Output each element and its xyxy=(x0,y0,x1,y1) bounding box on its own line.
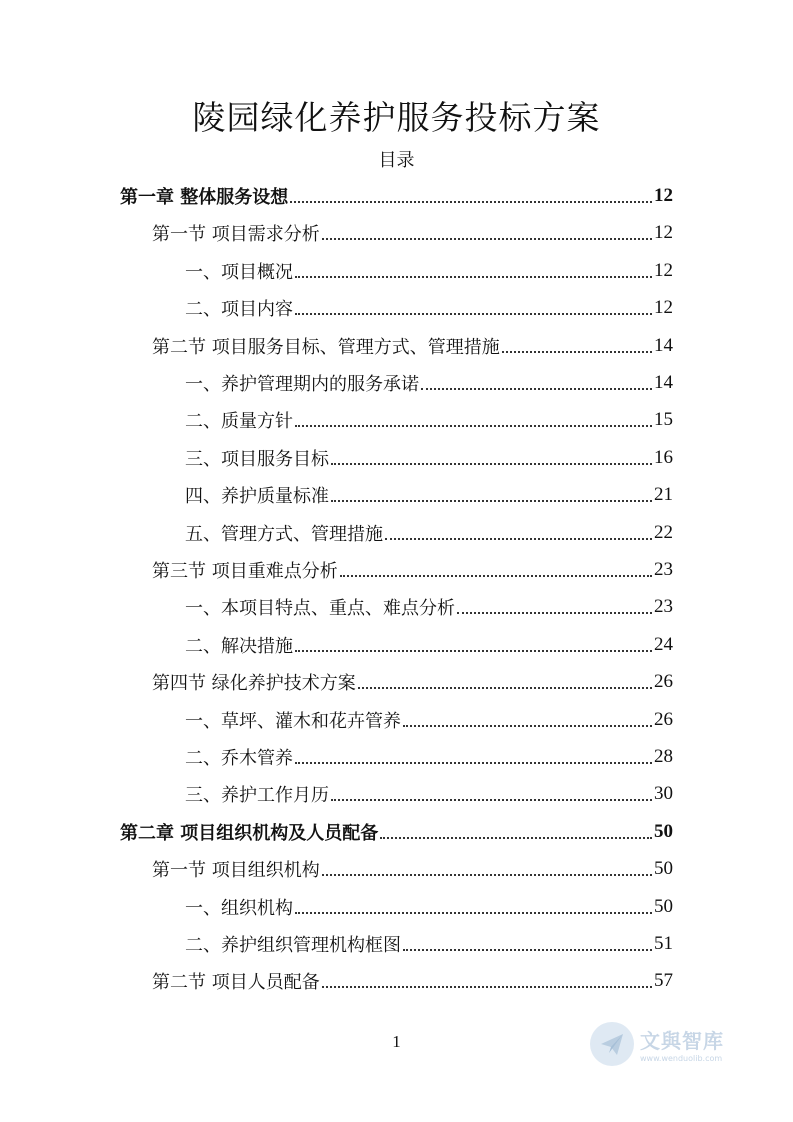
dot-leader xyxy=(421,388,652,390)
toc-entry-label: 二、质量方针 xyxy=(185,411,293,433)
toc-entry-page: 15 xyxy=(654,409,673,431)
toc-entry[interactable] xyxy=(185,926,673,962)
toc-entry-page: 30 xyxy=(654,783,673,805)
dot-leader xyxy=(295,650,652,652)
toc-entry-label: 第一章 整体服务设想 xyxy=(120,187,289,208)
toc-entry[interactable] xyxy=(185,440,673,476)
dot-leader xyxy=(295,912,652,914)
toc-entry[interactable] xyxy=(152,328,673,364)
toc-entry-page: 12 xyxy=(654,185,673,206)
dot-leader xyxy=(295,313,652,315)
dot-leader xyxy=(403,725,652,727)
watermark-name: 文與智库 xyxy=(640,1029,724,1053)
toc-entry[interactable] xyxy=(152,215,673,251)
toc-entry-label: 第四节 绿化养护技术方案 xyxy=(152,673,356,695)
document-title: 陵园绿化养护服务投标方案 xyxy=(192,98,601,137)
dot-leader xyxy=(380,837,652,839)
toc-entry-page: 24 xyxy=(654,633,673,655)
toc-entry-page: 26 xyxy=(654,671,673,693)
page-number: 1 xyxy=(392,1032,401,1051)
toc-entry-label: 二、解决措施 xyxy=(185,635,293,657)
toc-entry-label: 三、养护工作月历 xyxy=(185,785,329,807)
toc-entry-label: 第二节 项目人员配备 xyxy=(152,972,320,994)
toc-entry-label: 一、本项目特点、重点、难点分析 xyxy=(185,598,455,620)
toc-entry-label: 二、项目内容 xyxy=(185,299,293,321)
toc-entry[interactable] xyxy=(152,851,673,887)
toc-entry-page: 14 xyxy=(654,334,673,356)
toc-entry-label: 第一节 项目组织机构 xyxy=(152,860,320,882)
toc-entry[interactable] xyxy=(185,253,673,289)
dot-leader xyxy=(457,612,652,614)
dot-leader xyxy=(331,463,652,465)
dot-leader xyxy=(290,201,652,203)
toc-entry-page: 50 xyxy=(654,895,673,917)
toc-entry[interactable] xyxy=(185,589,673,625)
toc-entry[interactable] xyxy=(185,739,673,775)
dot-leader xyxy=(340,575,652,577)
toc-entry[interactable] xyxy=(185,776,673,812)
toc-entry-label: 五、管理方式、管理措施 xyxy=(185,523,383,545)
toc-entry-page: 28 xyxy=(654,746,673,767)
toc-entry-page: 16 xyxy=(654,446,673,468)
dot-leader xyxy=(385,538,652,540)
dot-leader xyxy=(295,276,652,278)
toc-entry[interactable] xyxy=(152,664,673,700)
dot-leader xyxy=(322,874,652,876)
toc-entry[interactable] xyxy=(185,290,673,326)
toc-entry-page: 50 xyxy=(654,820,673,842)
dot-leader xyxy=(502,351,652,353)
toc-entry-label: 二、养护组织管理机构框图 xyxy=(185,935,401,956)
toc-entry-page: 23 xyxy=(654,559,673,580)
toc-entry-page: 23 xyxy=(654,596,673,618)
toc-entry[interactable] xyxy=(152,552,673,588)
toc-entry-label: 第二节 项目服务目标、管理方式、管理措施 xyxy=(152,336,500,358)
dot-leader xyxy=(403,949,652,951)
toc-entry[interactable] xyxy=(185,627,673,663)
toc-entry-page: 12 xyxy=(654,297,673,319)
toc-entry-label: 四、养护质量标准 xyxy=(185,486,329,508)
toc-entry-page: 26 xyxy=(654,708,673,730)
toc-entry-page: 12 xyxy=(654,259,673,281)
toc-entry-page: 21 xyxy=(654,484,673,506)
toc-entry-label: 一、项目概况 xyxy=(185,261,293,283)
toc-entry[interactable] xyxy=(185,402,673,438)
toc-entry-page: 14 xyxy=(654,372,673,393)
toc-entry-label: 一、养护管理期内的服务承诺 xyxy=(185,374,419,395)
toc-entry[interactable] xyxy=(185,477,673,513)
toc-entry-page: 50 xyxy=(654,858,673,880)
toc-entry-label: 第一节 项目需求分析 xyxy=(152,224,320,246)
toc-entry[interactable] xyxy=(185,365,673,401)
toc-entry-label: 第三节 项目重难点分析 xyxy=(152,561,338,582)
toc-entry-label: 三、项目服务目标 xyxy=(185,448,329,470)
paper-plane-logo-icon xyxy=(590,1022,634,1066)
toc-entry-label: 一、草坪、灌木和花卉管养 xyxy=(185,710,401,732)
toc-entry-page: 12 xyxy=(654,222,673,244)
dot-leader xyxy=(331,500,652,502)
toc-heading: 目录 xyxy=(378,150,415,171)
toc-entry[interactable] xyxy=(185,702,673,738)
dot-leader xyxy=(331,799,652,801)
dot-leader xyxy=(358,687,652,689)
toc-entry[interactable] xyxy=(120,178,673,214)
toc-entry-page: 57 xyxy=(654,970,673,992)
toc-entry[interactable] xyxy=(120,814,673,850)
toc-entry[interactable] xyxy=(185,889,673,925)
toc-entry[interactable] xyxy=(152,963,673,999)
dot-leader xyxy=(322,238,652,240)
toc-entry-label: 一、组织机构 xyxy=(185,897,293,919)
toc-entry-page: 51 xyxy=(654,933,673,954)
dot-leader xyxy=(295,762,652,764)
toc-entry-page: 22 xyxy=(654,521,673,543)
dot-leader xyxy=(322,986,652,988)
toc-entry[interactable] xyxy=(185,515,673,551)
watermark-url: www.wenduolib.com xyxy=(640,1054,723,1063)
toc-entry-label: 第二章 项目组织机构及人员配备 xyxy=(120,822,379,844)
toc-entry-label: 二、乔木管养 xyxy=(185,748,293,769)
dot-leader xyxy=(295,425,652,427)
watermark xyxy=(590,1018,765,1070)
